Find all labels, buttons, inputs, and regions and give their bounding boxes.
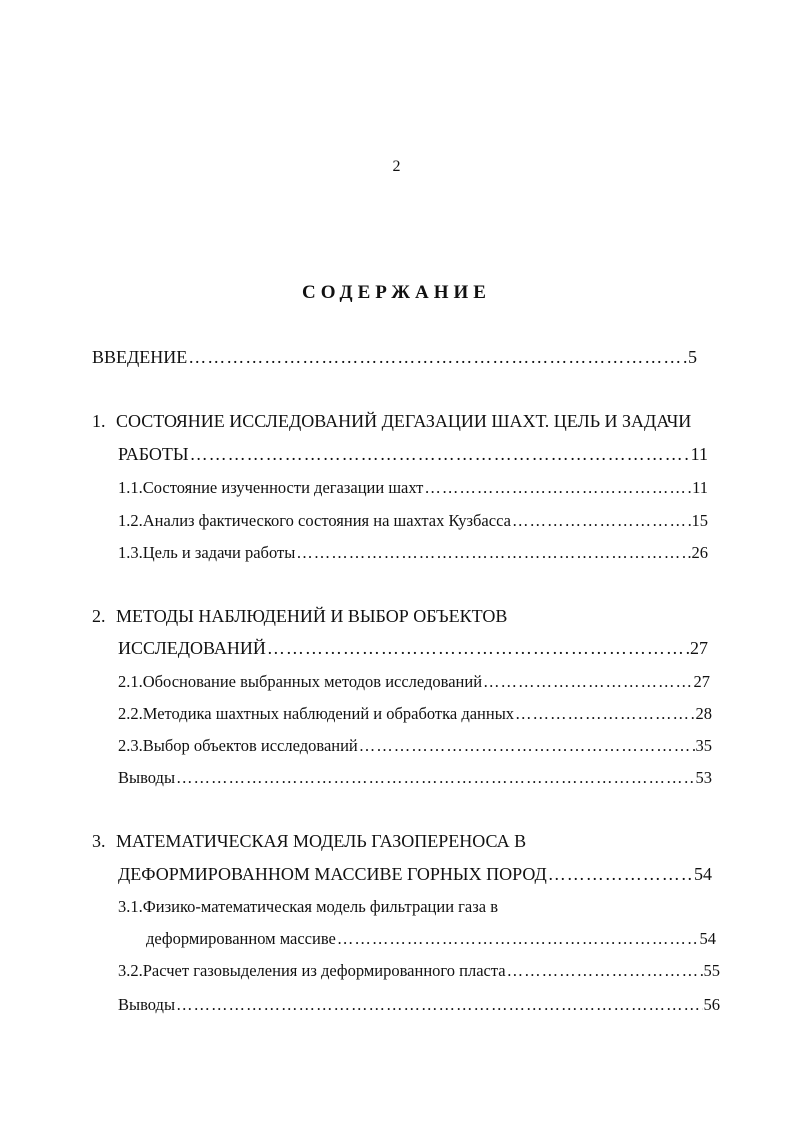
toc-leader-dots [190,443,690,465]
section-number: 2.1. [118,672,143,691]
toc-leader-dots [176,767,694,789]
contents-heading: СОДЕРЖАНИЕ [302,282,491,303]
toc-conclusions-3[interactable] [118,994,720,1016]
toc-entry-page: 28 [695,704,712,723]
toc-leader-dots [512,510,691,532]
section-title-line1: Физико-математическая модель фильтрации газа в [142,897,498,916]
chapter-title-line2: ИССЛЕДОВАНИЙ [118,638,266,658]
section-title: Выбор объектов исследований [142,736,358,755]
section-title-line2: деформированном массиве [146,929,336,948]
toc-section-2-3[interactable] [118,735,712,757]
toc-section-3-1-continuation[interactable] [146,928,716,950]
chapter-title-line1: МАТЕМАТИЧЕСКАЯ МОДЕЛЬ ГАЗОПЕРЕНОСА В [116,831,527,851]
toc-leader-dots [337,928,699,950]
toc-leader-dots [424,477,691,499]
toc-section-2-2[interactable] [118,703,712,725]
toc-chapter-3-continuation[interactable] [118,863,712,885]
section-number: 1.1. [118,478,143,497]
toc-entry-page: 5 [688,347,697,367]
section-title: Цель и задачи работы [142,543,296,562]
toc-entry-title: ВВЕДЕНИЕ [92,347,188,367]
chapter-title-line2: РАБОТЫ [118,444,189,464]
toc-entry-page: 11 [690,444,708,464]
toc-conclusions-2[interactable] [118,767,712,789]
section-number: 3.1. [118,897,143,916]
conclusions-title: Выводы [118,768,176,787]
conclusions-title: Выводы [118,995,176,1014]
toc-chapter-2-continuation[interactable] [118,637,708,659]
toc-leader-dots [548,863,693,885]
section-title: Методика шахтных наблюдений и обработка данных [142,704,515,723]
chapter-title-line1: СОСТОЯНИЕ ИССЛЕДОВАНИЙ ДЕГАЗАЦИИ ШАХТ. ЦЕЛЬ И ЗАДАЧИ [116,411,692,431]
toc-leader-dots [507,960,703,982]
toc-entry-page: 55 [703,961,720,980]
section-title: Расчет газовыделения из деформированного пласта [142,961,506,980]
toc-leader-dots [296,542,690,564]
chapter-title-line2: ДЕФОРМИРОВАННОМ МАССИВЕ ГОРНЫХ ПОРОД [118,864,547,884]
toc-chapter-1-title[interactable] [92,410,691,432]
toc-entry-page: 27 [693,672,710,691]
toc-chapter-1-continuation[interactable] [118,443,708,465]
toc-section-2-1[interactable] [118,671,710,693]
section-title: Состояние изученности дегазации шахт [142,478,424,497]
toc-entry-page: 53 [695,768,712,787]
section-number: 2.2. [118,704,143,723]
toc-entry-page: 27 [690,638,708,658]
toc-section-1-1[interactable] [118,477,708,499]
page-number: 2 [392,158,401,175]
toc-entry-page: 54 [694,864,712,884]
section-number: 1.2. [118,511,143,530]
toc-section-3-1-title[interactable] [118,896,498,918]
toc-leader-dots [267,637,689,659]
section-title: Анализ фактического состояния на шахтах Кузбасса [142,511,511,530]
toc-entry-intro[interactable] [92,346,697,368]
toc-entry-page: 54 [699,929,716,948]
toc-section-1-3[interactable] [118,542,708,564]
toc-chapter-2-title[interactable] [92,605,507,627]
toc-entry-page: 35 [695,736,712,755]
toc-leader-dots [359,735,695,757]
toc-entry-page: 15 [691,511,708,530]
chapter-number: 1. [92,411,106,431]
toc-chapter-3-title[interactable] [92,830,526,852]
toc-section-3-2[interactable] [118,960,720,982]
chapter-number: 2. [92,606,106,626]
toc-leader-dots [176,994,702,1016]
section-number: 2.3. [118,736,143,755]
toc-leader-dots [188,346,687,368]
toc-leader-dots [483,671,692,693]
toc-entry-page: 56 [703,995,720,1014]
toc-entry-page: 26 [691,543,708,562]
section-title: Обоснование выбранных методов исследований [142,672,483,691]
section-number: 3.2. [118,961,143,980]
section-number: 1.3. [118,543,143,562]
toc-entry-page: 11 [692,478,708,497]
toc-section-1-2[interactable] [118,510,708,532]
chapter-number: 3. [92,831,106,851]
chapter-title-line1: МЕТОДЫ НАБЛЮДЕНИЙ И ВЫБОР ОБЪЕКТОВ [116,606,508,626]
toc-leader-dots [515,703,694,725]
